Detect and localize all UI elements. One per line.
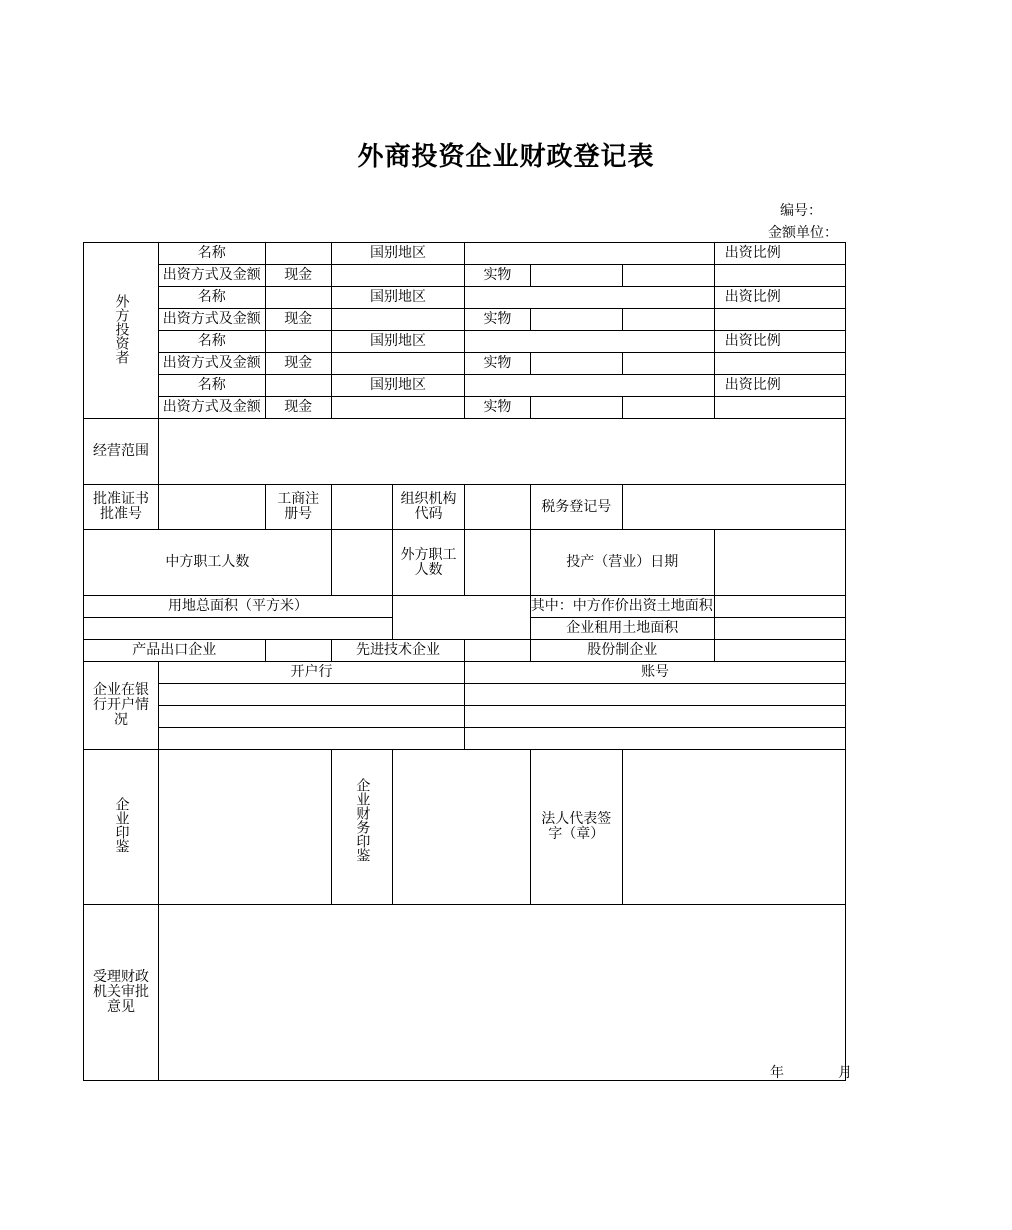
cn-land-label: 其中：中方作价出资土地面积: [530, 596, 714, 618]
year-label: 年: [770, 1065, 784, 1081]
investor-name-row: [84, 375, 846, 397]
start-date-value[interactable]: [714, 530, 845, 596]
name-label: 名称: [158, 375, 265, 397]
registration-form: [83, 242, 852, 1084]
approval-number-label: 批准证书批准号: [84, 485, 159, 530]
kind-value-2[interactable]: [622, 397, 714, 419]
bank-header-row: [84, 662, 846, 684]
ratio-label: 出资比例: [714, 243, 845, 265]
kind-label: 实物: [465, 265, 531, 287]
ratio-label: 出资比例: [714, 375, 845, 397]
bank-row: [84, 706, 846, 728]
month-label: 月: [838, 1065, 852, 1081]
cash-value[interactable]: [331, 309, 464, 331]
investor-method-row: [84, 265, 846, 287]
cash-label: 现金: [265, 397, 331, 419]
investor-name-row: [84, 331, 846, 353]
cn-staff-value[interactable]: [331, 530, 392, 596]
cash-label: 现金: [265, 309, 331, 331]
scope-label: 经营范围: [84, 419, 159, 485]
bank-value[interactable]: [158, 728, 464, 750]
account-value[interactable]: [465, 684, 846, 706]
country-value[interactable]: [465, 375, 715, 397]
export-value[interactable]: [265, 640, 331, 662]
cash-value[interactable]: [331, 353, 464, 375]
country-value[interactable]: [465, 243, 715, 265]
company-seal-label: 企业印鉴: [84, 750, 159, 905]
cash-label: 现金: [265, 353, 331, 375]
cn-land-value[interactable]: [714, 596, 845, 618]
legal-rep-area[interactable]: [622, 750, 845, 905]
kind-label: 实物: [465, 309, 531, 331]
country-value[interactable]: [465, 331, 715, 353]
land-total-value[interactable]: [392, 596, 530, 640]
kind-value-1[interactable]: [530, 309, 622, 331]
registration-row: [84, 485, 846, 530]
method-label: 出资方式及金额: [158, 265, 265, 287]
bank-row: [84, 684, 846, 706]
tax-reg-label: 税务登记号: [530, 485, 622, 530]
share-value[interactable]: [714, 640, 845, 662]
cash-label: 现金: [265, 265, 331, 287]
tech-value[interactable]: [465, 640, 531, 662]
cash-value[interactable]: [331, 265, 464, 287]
kind-value-2[interactable]: [622, 265, 714, 287]
investor-name-row: [84, 243, 846, 265]
investor-method-row: [84, 353, 846, 375]
country-label: 国别地区: [331, 243, 464, 265]
name-label: 名称: [158, 243, 265, 265]
investor-name-row: [84, 287, 846, 309]
bank-value[interactable]: [158, 684, 464, 706]
investor-method-row: [84, 309, 846, 331]
approval-number-value[interactable]: [158, 485, 265, 530]
share-label: 股份制企业: [530, 640, 714, 662]
kind-value-1[interactable]: [530, 397, 622, 419]
account-value[interactable]: [465, 706, 846, 728]
approval-opinion-area[interactable]: [158, 905, 852, 1081]
method-label: 出资方式及金额: [158, 309, 265, 331]
finance-seal-area[interactable]: [392, 750, 530, 905]
account-col-header: 账号: [465, 662, 846, 684]
finance-seal-label: 企业财务印鉴: [331, 750, 392, 905]
bank-label: 企业在银行开户情况: [84, 662, 159, 750]
form-title: 外商投资企业财政登记表: [357, 142, 655, 172]
country-label: 国别地区: [331, 331, 464, 353]
foreign-staff-value[interactable]: [465, 530, 531, 596]
account-value[interactable]: [465, 728, 846, 750]
ratio-value[interactable]: [714, 265, 845, 287]
name-value[interactable]: [265, 331, 331, 353]
start-date-label: 投产（营业）日期: [530, 530, 714, 596]
method-label: 出资方式及金额: [158, 353, 265, 375]
cn-staff-label: 中方职工人数: [84, 530, 332, 596]
kind-value-2[interactable]: [622, 353, 714, 375]
approval-row: [84, 905, 846, 1081]
approval-opinion-label: 受理财政机关审批意见: [84, 905, 159, 1081]
ratio-value[interactable]: [714, 309, 845, 331]
land-row-1: [84, 596, 846, 618]
company-seal-area[interactable]: [158, 750, 331, 905]
bank-row: [84, 728, 846, 750]
land-total-value-2[interactable]: [84, 618, 393, 640]
country-label: 国别地区: [331, 375, 464, 397]
foreign-staff-label: 外方职工人数: [392, 530, 464, 596]
org-code-label: 组织机构代码: [392, 485, 464, 530]
cash-value[interactable]: [331, 397, 464, 419]
kind-value-1[interactable]: [530, 353, 622, 375]
biz-reg-label: 工商注册号: [265, 485, 331, 530]
land-total-label: 用地总面积（平方米）: [84, 596, 393, 618]
tax-reg-value[interactable]: [622, 485, 845, 530]
ratio-label: 出资比例: [714, 287, 845, 309]
bank-value[interactable]: [158, 706, 464, 728]
ratio-value[interactable]: [714, 397, 845, 419]
legal-rep-label: 法人代表签字（章）: [530, 750, 622, 905]
rent-land-value[interactable]: [714, 618, 845, 640]
bank-col-header: 开户行: [158, 662, 464, 684]
enterprise-type-row: [84, 640, 846, 662]
export-label: 产品出口企业: [84, 640, 266, 662]
name-value[interactable]: [265, 243, 331, 265]
name-label: 名称: [158, 287, 265, 309]
rent-land-label: 企业租用土地面积: [530, 618, 714, 640]
kind-value-2[interactable]: [622, 309, 714, 331]
kind-value-1[interactable]: [530, 265, 622, 287]
name-label: 名称: [158, 331, 265, 353]
investor-method-row: [84, 397, 846, 419]
registration-table: [83, 242, 852, 1081]
biz-reg-value[interactable]: [331, 485, 392, 530]
ratio-label: 出资比例: [714, 331, 845, 353]
scope-row: [84, 419, 846, 485]
amount-unit-label: 金额单位：: [768, 225, 838, 241]
org-code-value[interactable]: [465, 485, 531, 530]
country-value[interactable]: [465, 287, 715, 309]
staff-row: [84, 530, 846, 596]
name-value[interactable]: [265, 375, 331, 397]
country-label: 国别地区: [331, 287, 464, 309]
investor-side-label: 外方投资者: [84, 243, 159, 419]
scope-value[interactable]: [158, 419, 845, 485]
method-label: 出资方式及金额: [158, 397, 265, 419]
seal-row: [84, 750, 846, 905]
kind-label: 实物: [465, 397, 531, 419]
ratio-value[interactable]: [714, 353, 845, 375]
kind-label: 实物: [465, 353, 531, 375]
serial-number-label: 编号：: [780, 203, 822, 219]
name-value[interactable]: [265, 287, 331, 309]
tech-label: 先进技术企业: [331, 640, 464, 662]
